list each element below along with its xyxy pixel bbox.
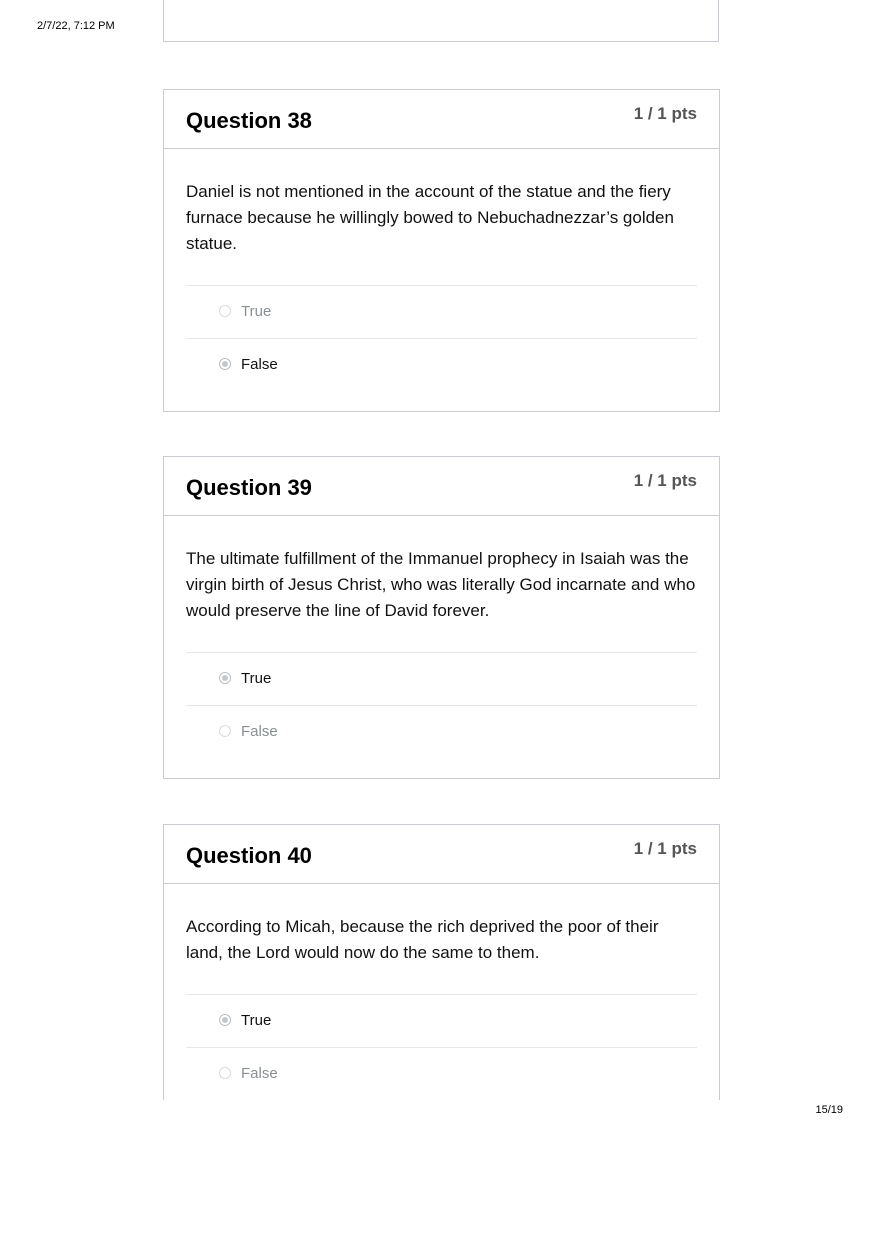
answer-option-true[interactable] <box>186 285 697 338</box>
answer-label: False <box>241 356 278 373</box>
question-points: 1 / 1 pts <box>633 471 697 490</box>
radio-icon[interactable] <box>219 1067 231 1079</box>
question-card <box>163 824 720 1100</box>
answer-option-false[interactable] <box>186 1047 697 1100</box>
question-title: Question 40 <box>186 843 312 868</box>
question-title: Question 38 <box>186 108 312 133</box>
answer-label: True <box>241 303 272 320</box>
question-header <box>164 825 719 884</box>
answer-option-true[interactable] <box>186 652 697 705</box>
question-header <box>164 457 719 516</box>
question-points: 1 / 1 pts <box>633 104 697 123</box>
answer-label: True <box>241 1012 272 1029</box>
answer-option-false[interactable] <box>186 705 697 758</box>
radio-selected-icon[interactable] <box>219 1014 231 1026</box>
question-card <box>163 456 720 779</box>
radio-selected-icon[interactable] <box>219 672 231 684</box>
answer-list <box>186 994 697 1100</box>
question-points: 1 / 1 pts <box>633 839 697 858</box>
previous-question-edge <box>163 0 719 42</box>
answer-label: True <box>241 670 272 687</box>
question-text: Daniel is not mentioned in the account of the statue and the fiery furnace because he willingly bowed to Nebuchadnezzar’s golden statue. <box>186 182 674 253</box>
question-body <box>164 149 719 391</box>
question-card <box>163 89 720 412</box>
radio-icon[interactable] <box>219 725 231 737</box>
question-body <box>164 884 719 1100</box>
question-header <box>164 90 719 149</box>
answer-label: False <box>241 723 278 740</box>
radio-selected-icon[interactable] <box>219 358 231 370</box>
radio-icon[interactable] <box>219 305 231 317</box>
question-text: According to Micah, because the rich deprived the poor of their land, the Lord would now do the same to them. <box>186 917 659 962</box>
page-number: 15/19 <box>815 1104 843 1116</box>
question-title: Question 39 <box>186 475 312 500</box>
question-text: The ultimate fulfillment of the Immanuel prophecy in Isaiah was the virgin birth of Jesus Christ, who was literally God incarnate and who would preserve the line of David forever. <box>186 549 696 620</box>
answer-label: False <box>241 1065 278 1082</box>
answer-list <box>186 652 697 758</box>
answer-option-false[interactable] <box>186 338 697 391</box>
answer-list <box>186 285 697 391</box>
print-timestamp: 2/7/22, 7:12 PM <box>37 20 115 32</box>
answer-option-true[interactable] <box>186 994 697 1047</box>
question-body <box>164 516 719 758</box>
